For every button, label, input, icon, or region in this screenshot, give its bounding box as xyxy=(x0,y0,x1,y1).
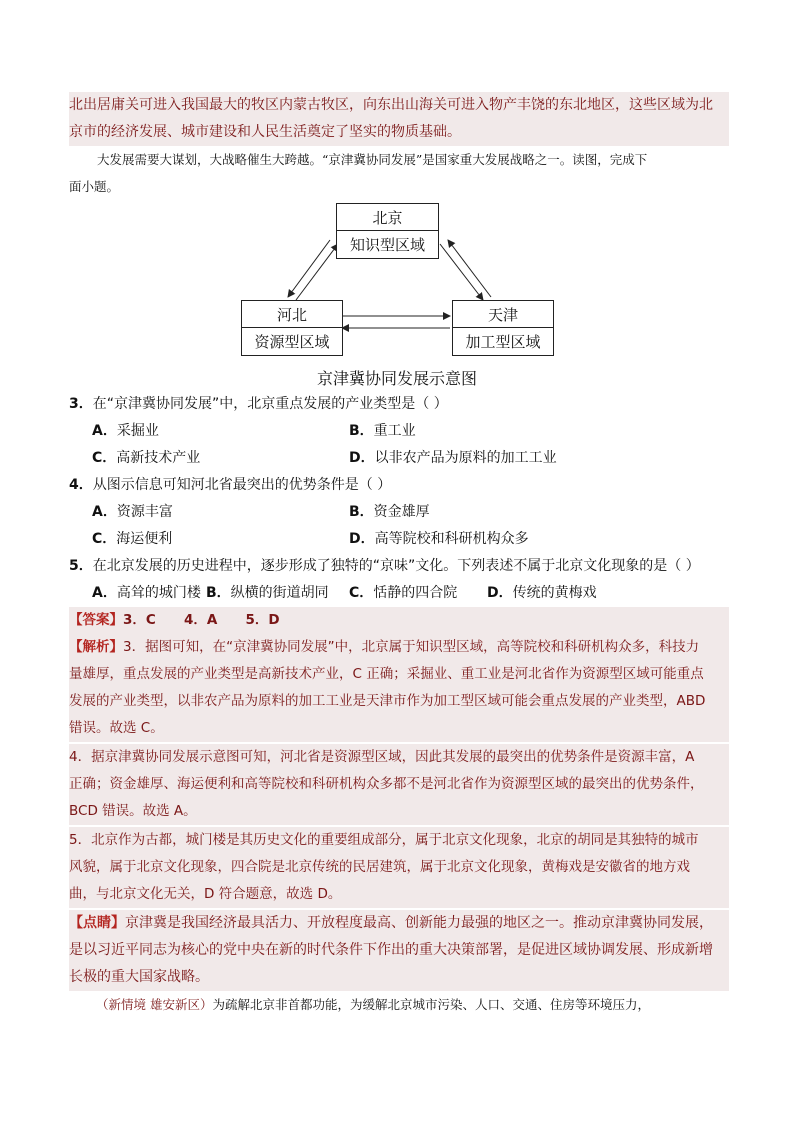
question-3-option-a xyxy=(92,418,159,445)
question-5-option-c xyxy=(349,580,457,607)
analysis-line xyxy=(69,634,729,661)
analysis-line: 错误。故选 C。 xyxy=(69,720,164,736)
analysis-q5 xyxy=(69,827,729,908)
question-3-option-b xyxy=(349,418,416,445)
option-label: A． xyxy=(92,585,117,601)
option-text: 以非农产品为原料的加工工业 xyxy=(374,450,557,466)
option-label: B． xyxy=(206,585,231,601)
option-label: C． xyxy=(349,585,374,601)
tianjin-name: 天津 xyxy=(487,306,518,324)
question-5-text: 在北京发展的历史进程中，逐步形成了独特的“京味”文化。下列表述不属于北京文化现象的是（ ） xyxy=(92,558,700,574)
option-text: 海运便利 xyxy=(116,531,173,547)
comment-line: 是以习近平同志为核心的党中央在新的时代条件下作出的重大决策部署，是促进区域协调发展、形成新增 xyxy=(69,942,713,958)
beijing-name: 北京 xyxy=(372,209,403,227)
analysis-q4 xyxy=(69,744,729,825)
option-text: 高等院校和科研机构众多 xyxy=(374,531,529,547)
question-3 xyxy=(69,391,448,418)
arrow-tianjin-to-beijing xyxy=(448,240,491,297)
option-label: A． xyxy=(92,423,117,439)
option-label: B． xyxy=(349,504,374,520)
arrow-beijing-to-hebei xyxy=(288,240,330,297)
comment-line-text: 京津冀是我国经济最具活力、开放程度最高、创新能力最强的地区之一。推动京津冀协同发展， xyxy=(125,915,713,931)
analysis-line: 正确；资金雄厚、海运便利和高等院校和科研机构众多都不是河北省作为资源型区域的最突出的优势条件， xyxy=(69,776,704,792)
bottom-text: 为疏解北京非首都功能，为缓解北京城市污染、人口、交通、住房等环境压力， xyxy=(212,997,650,1012)
tianjin-type: 加工型区域 xyxy=(465,333,541,351)
option-text: 高新技术产业 xyxy=(116,450,201,466)
question-3-text: 在“京津冀协同发展”中，北京重点发展的产业类型是（ ） xyxy=(92,396,448,412)
option-text: 采掘业 xyxy=(116,423,159,439)
analysis-line: 量雄厚，重点发展的产业类型是高新技术产业，C 正确；采掘业、重工业是河北省作为资源型区域可能重点 xyxy=(69,666,704,682)
question-5-option-b xyxy=(206,580,329,607)
beijing-divider xyxy=(337,230,438,231)
question-4-option-b xyxy=(349,499,430,526)
question-4 xyxy=(69,472,391,499)
option-label: C． xyxy=(92,531,117,547)
question-5-option-a xyxy=(92,580,201,607)
analysis-line: 发展的产业类型，以非农产品为原料的加工工业是天津市作为加工型区域可能会重点发展的产业类型，ABD xyxy=(69,693,706,709)
tianjin-box xyxy=(452,300,554,356)
option-label: A． xyxy=(92,504,117,520)
analysis-line: 曲，与北京文化无关，D 符合题意，故选 D。 xyxy=(69,886,342,902)
beijing-box xyxy=(336,203,439,259)
analysis-q3 xyxy=(69,634,729,742)
question-5-option-d xyxy=(487,580,597,607)
analysis-line: BCD 错误。故选 A。 xyxy=(69,803,197,819)
top-paragraph-line1: 北出居庸关可进入我国最大的牧区内蒙古牧区，向东出山海关可进入物产丰饶的东北地区，这些区域为北 xyxy=(69,97,713,113)
option-text: 重工业 xyxy=(373,423,416,439)
question-4-option-c xyxy=(92,526,172,553)
analysis-line: 4．据京津冀协同发展示意图可知，河北省是资源型区域，因此其发展的最突出的优势条件是资源丰富，A xyxy=(69,749,695,765)
analysis-tag: 【解析】 xyxy=(69,639,123,655)
question-5-number: 5． xyxy=(69,558,93,574)
option-text: 恬静的四合院 xyxy=(373,585,458,601)
comment-line xyxy=(69,910,729,937)
analysis-line: 5．北京作为古都，城门楼是其历史文化的重要组成部分，属于北京文化现象，北京的胡同是其独特的城市 xyxy=(69,832,699,848)
question-3-option-d xyxy=(349,445,557,472)
intro-line2: 面小题。 xyxy=(69,179,120,194)
bottom-line xyxy=(96,991,736,1018)
answer-tag: 【答案】 xyxy=(69,612,123,628)
diagram-caption: 京津冀协同发展示意图 xyxy=(316,369,477,388)
option-label: D． xyxy=(349,531,375,547)
option-label: D． xyxy=(349,450,375,466)
answer-text: 3．C 4．A 5．D xyxy=(123,612,280,628)
option-label: D． xyxy=(487,585,513,601)
question-4-number: 4． xyxy=(69,477,93,493)
intro-line1: 大发展需要大谋划，大战略催生大跨越。“京津冀协同发展”是国家重大发展战略之一。读图，完成下 xyxy=(97,152,648,167)
tianjin-divider xyxy=(453,327,553,328)
hebei-type: 资源型区域 xyxy=(254,333,330,351)
bottom-tag: （新情境 雄安新区） xyxy=(96,997,213,1012)
question-5 xyxy=(69,553,700,580)
analysis-line: 风貌，属于北京文化现象，四合院是北京传统的民居建筑，属于北京文化现象，黄梅戏是安徽省的地方戏 xyxy=(69,859,690,875)
answer-block xyxy=(69,607,729,634)
top-paragraph-line2: 京市的经济发展、城市建设和人民生活奠定了坚实的物质基础。 xyxy=(69,124,461,140)
question-3-option-c xyxy=(92,445,200,472)
comment-tag: 【点睛】 xyxy=(69,915,125,931)
diagram-arrows xyxy=(0,0,794,400)
question-4-option-a xyxy=(92,499,173,526)
option-text: 资金雄厚 xyxy=(373,504,430,520)
comment-block xyxy=(69,910,729,991)
option-text: 资源丰富 xyxy=(116,504,173,520)
beijing-type: 知识型区域 xyxy=(349,236,425,254)
hebei-divider xyxy=(242,327,342,328)
hebei-name: 河北 xyxy=(276,306,307,324)
hebei-box xyxy=(241,300,343,356)
option-label: C． xyxy=(92,450,117,466)
option-text: 传统的黄梅戏 xyxy=(512,585,597,601)
question-4-text: 从图示信息可知河北省最突出的优势条件是（ ） xyxy=(92,477,392,493)
arrow-hebei-to-beijing xyxy=(296,244,338,300)
option-label: B． xyxy=(349,423,374,439)
option-text: 高耸的城门楼 xyxy=(116,585,201,601)
comment-line: 长极的重大国家战略。 xyxy=(69,969,209,985)
arrow-beijing-to-tianjin xyxy=(440,244,483,300)
question-4-option-d xyxy=(349,526,529,553)
option-text: 纵横的街道胡同 xyxy=(230,585,329,601)
analysis-line-text: 3．据图可知，在“京津冀协同发展”中，北京属于知识型区域，高等院校和科研机构众多，科技力 xyxy=(123,639,700,655)
question-3-number: 3． xyxy=(69,396,93,412)
